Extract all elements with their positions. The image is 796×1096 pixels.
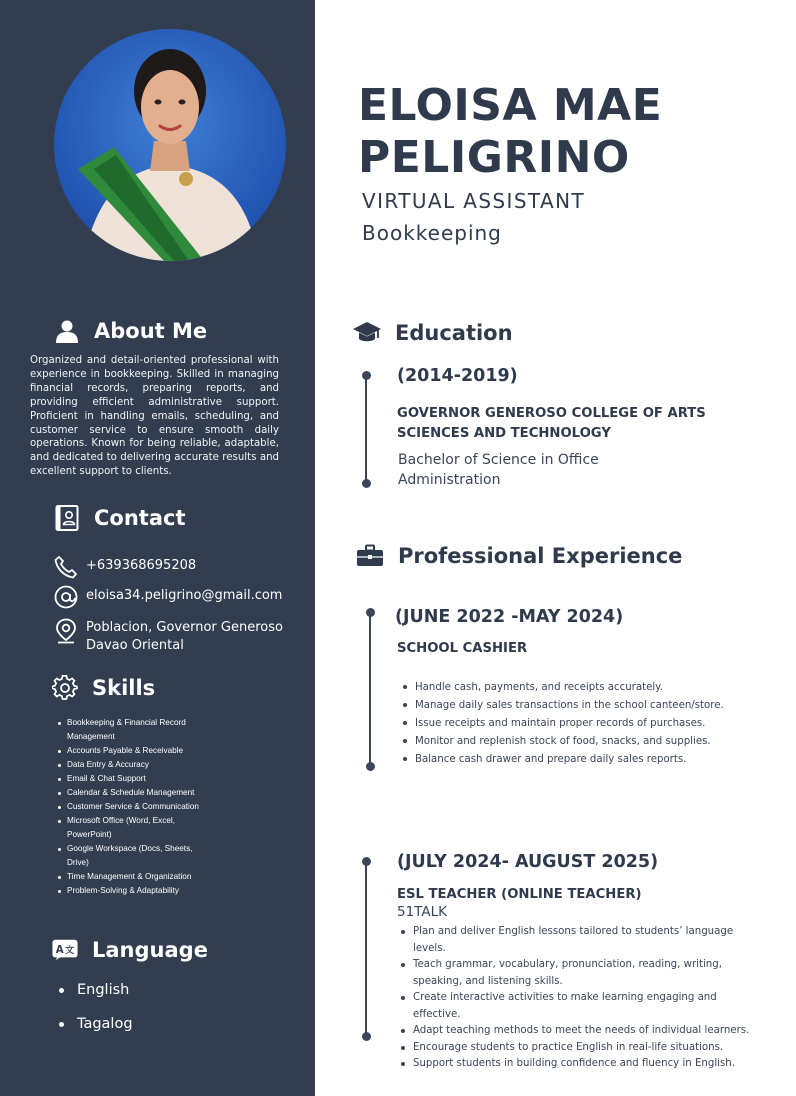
education-heading (352, 318, 513, 348)
timeline-dot (366, 608, 375, 617)
about-title: About Me (94, 319, 208, 343)
svg-text:A: A (55, 944, 64, 956)
contact-title: Contact (94, 506, 186, 530)
skills-heading (52, 675, 155, 701)
translate-icon (52, 937, 78, 963)
list-item: Tagalog (58, 1014, 133, 1048)
briefcase-icon (355, 541, 385, 571)
about-heading (54, 318, 207, 344)
school-line1: GOVERNOR GENEROSO COLLEGE OF ARTS (397, 406, 706, 421)
timeline-dot (362, 857, 371, 866)
degree-line2: Administration (398, 472, 501, 488)
list-item: Balance cash drawer and prepare daily sales reports. (399, 751, 769, 769)
list-item: Google Workspace (Docs, Sheets, Drive) (52, 842, 212, 870)
gear-icon (52, 675, 78, 701)
experience-heading (355, 541, 682, 571)
list-item: Encourage students to practice English in real-life situations. (397, 1040, 767, 1057)
list-item: Customer Service & Communication (52, 800, 212, 814)
timeline-dot (366, 762, 375, 771)
skills-title: Skills (92, 676, 156, 700)
name-line2: PELIGRINO (358, 132, 630, 183)
school-name (397, 404, 706, 444)
job-subtitle: Bookkeeping (362, 221, 502, 245)
experience-title: Professional Experience (398, 544, 683, 568)
list-item: Microsoft Office (Word, Excel, PowerPoint) (52, 814, 212, 842)
contact-phone (54, 555, 196, 579)
profile-photo (54, 29, 286, 261)
education-period: (2014-2019) (397, 366, 518, 386)
contact-heading (54, 505, 186, 531)
school-line2: SCIENCES AND TECHNOLOGY (397, 426, 611, 441)
list-item: Bookkeeping & Financial Record Management (52, 716, 212, 744)
timeline-dot (362, 479, 371, 488)
list-item: Accounts Payable & Receivable (52, 744, 212, 758)
graduation-cap-icon (352, 318, 382, 348)
list-item: Email & Chat Support (52, 772, 212, 786)
list-item: Teach grammar, vocabulary, pronunciation, reading, writing, speaking, and listening skills. (397, 957, 767, 990)
list-item: Adapt teaching methods to meet the needs of individual learners. (397, 1023, 767, 1040)
person-icon (54, 318, 80, 344)
job2-role: ESL TEACHER (ONLINE TEACHER) (397, 887, 642, 902)
list-item: Data Entry & Accuracy (52, 758, 212, 772)
job2-duties (397, 924, 767, 1073)
list-item: Time Management & Organization (52, 870, 212, 884)
language-list (58, 980, 133, 1048)
name-line1: ELOISA MAE (358, 80, 663, 131)
degree-line1: Bachelor of Science in Office (398, 452, 599, 468)
about-text: Organized and detail-oriented professional with experience in bookkeeping. Skilled in managing financial records, preparing reports, and providing efficient administrative support. Proficient in handling emails, scheduling, and customer service to ensure smooth daily operations. Known for being reliable, adaptable, and dedicated to delivering accurate results and excellent support to clients. (30, 355, 279, 478)
list-item: Manage daily sales transactions in the school canteen/store. (399, 697, 769, 715)
list-item: English (58, 980, 133, 1014)
email-text[interactable]: eloisa34.peligrino@gmail.com (86, 588, 283, 603)
address-line1: Poblacion, Governor Generoso (86, 620, 283, 635)
phone-icon (54, 555, 78, 579)
location-pin-icon (54, 618, 78, 642)
job1-role: SCHOOL CASHIER (397, 641, 528, 656)
job2-period: (JULY 2024- AUGUST 2025) (397, 852, 659, 872)
timeline-dot (362, 371, 371, 380)
education-title: Education (395, 321, 513, 345)
job1-timeline (369, 614, 372, 766)
language-title: Language (92, 938, 208, 962)
list-item: Support students in building confidence and fluency in English. (397, 1056, 767, 1073)
list-item: Calendar & Schedule Management (52, 786, 212, 800)
job1-duties (399, 679, 769, 769)
contact-address (54, 618, 283, 655)
contact-book-icon (54, 505, 80, 531)
job-title: VIRTUAL ASSISTANT (362, 189, 586, 213)
candidate-name (358, 80, 662, 184)
list-item: Plan and deliver English lessons tailored to students’ language levels. (397, 924, 767, 957)
education-timeline (365, 376, 368, 484)
timeline-dot (362, 1032, 371, 1041)
language-heading (52, 937, 208, 963)
list-item: Monitor and replenish stock of food, snacks, and supplies. (399, 733, 769, 751)
contact-email (54, 585, 282, 609)
svg-text:文: 文 (65, 944, 75, 956)
skills-list (52, 716, 212, 898)
list-item: Create interactive activities to make learning engaging and effective. (397, 990, 767, 1023)
address-line2: Davao Oriental (86, 638, 184, 653)
list-item: Problem-Solving & Adaptability (52, 884, 212, 898)
at-sign-icon (54, 585, 78, 609)
list-item: Handle cash, payments, and receipts accurately. (399, 679, 769, 697)
job2-company: 51TALK (397, 904, 447, 920)
degree (398, 450, 599, 490)
sidebar (0, 0, 315, 1096)
phone-text[interactable]: +639368695208 (86, 558, 197, 573)
job2-timeline (365, 862, 368, 1036)
list-item: Issue receipts and maintain proper records of purchases. (399, 715, 769, 733)
job1-period: (JUNE 2022 -MAY 2024) (395, 607, 624, 627)
